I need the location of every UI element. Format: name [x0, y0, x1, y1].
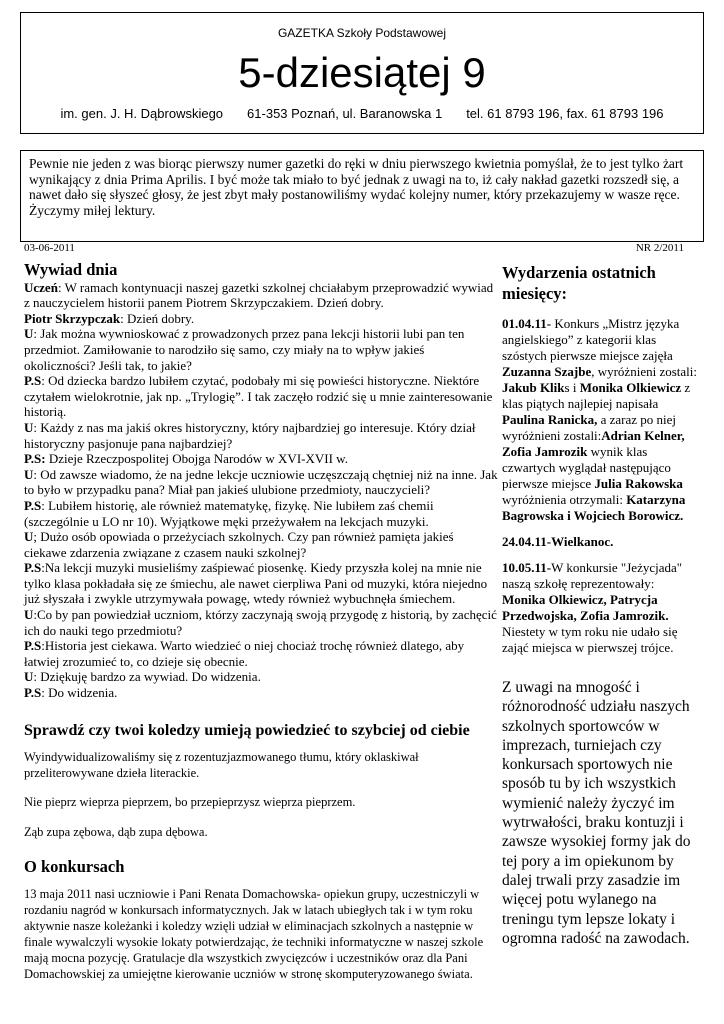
event-entry	[502, 534, 700, 550]
event-entry	[502, 316, 700, 524]
intro-closing: Życzymy miłej lektury.	[29, 202, 156, 218]
event-text: s i	[564, 380, 580, 395]
interview-line	[24, 685, 498, 701]
interview-separator: :	[41, 497, 49, 513]
interview-speaker: P.S	[24, 638, 42, 654]
interview-text: Od zawsze wiadomo, że na jedne lekcje uczniowie uczęszczają chętniej niż na inne. Jak to było w przypadku pana? Miał pan jakieś ulubione przedmioty, nauczycieli?	[24, 466, 498, 498]
interview-text: Historia jest ciekawa. Warto wiedzieć o niej chociaż trochę również dlatego, aby łatwiej zrozumieć to, co dzieje się obecnie.	[24, 638, 465, 669]
interview-speaker: U	[24, 419, 34, 435]
event-name: Monika Olkiewicz, Patrycja Przedwojska, Zofia Jamrozik.	[502, 592, 669, 623]
school-address	[21, 106, 703, 121]
contests-section	[24, 856, 498, 983]
events-heading: Wydarzenia ostatnich miesięcy:	[502, 263, 656, 303]
left-column	[24, 262, 498, 982]
interview-line	[24, 560, 498, 607]
interview-separator: :	[41, 638, 45, 654]
right-column	[502, 262, 700, 958]
interview-text: W ramach kontynuacji naszej gazetki szkolnej chciałabym przeprowadzić wywiad z nauczycielem historii panem Piotrem Skrzypczakiem. Dzień dobry.	[24, 279, 494, 311]
school-phone: tel. 61 8793 196, fax. 61 8793 196	[466, 106, 664, 121]
interview-speaker: U	[24, 466, 34, 482]
interview-speaker: U	[24, 326, 34, 342]
intro-text: Pewnie nie jeden z was biorąc pierwszy numer gazetki do ręki w dniu pierwszego kwietnia pomyślał, że to jest tylko żart wynikający z dnia Prima Aprilis. I być może tak miało to być jednak z uwagi na to, iż cały nakład gazetki rozszedł się, a nawet dało się słyszeć głosy, że jest zbyt mały postanowiliśmy wydać kolejny numer, który przekazujemy w wasze ręce.	[29, 156, 684, 203]
interview-separator: ;	[33, 529, 41, 545]
interview-text: Dziękuję bardzo za wywiad. Do widzenia.	[40, 669, 261, 685]
issue-date: 03-06-2011	[24, 242, 75, 254]
event-text: Konkurs „Mistrz języka angielskiego” z kategorii klas szóstych pierwsze miejsce zajęła	[502, 316, 680, 363]
tongue-twisters-section	[24, 723, 498, 841]
interview-text: Od dziecka bardzo lubiłem czytać, podobały mi się powieści historyczne. Niektóre czytałem wielokrotnie, jak np. „Trylogię”. I tak zaczęło rodzić się u mnie zainteresowanie historią.	[24, 373, 493, 420]
interview-speaker: P.S	[24, 685, 42, 701]
event-entry	[502, 560, 700, 656]
event-date: 24.04.11-Wielkanoc.	[502, 534, 614, 549]
interview-separator: :	[33, 466, 41, 482]
interview-speaker: P.S:	[24, 451, 46, 467]
interview-speaker: P.S	[24, 497, 42, 513]
event-name: Julia Rakowska	[594, 476, 683, 491]
tongue-twister: Ząb zupa zębowa, dąb zupa dębowa.	[24, 825, 208, 839]
interview-line	[24, 498, 498, 529]
interview-separator: :	[33, 326, 41, 342]
event-text: z klas piątych najlepiej napisała	[502, 380, 691, 411]
interview-speaker: U	[24, 529, 34, 545]
interview-separator: :	[57, 279, 65, 295]
interview-line	[24, 669, 498, 685]
school-patron: im. gen. J. H. Dąbrowskiego	[60, 106, 224, 121]
event-text: wyróżnienia otrzymali:	[502, 492, 627, 507]
issue-meta	[24, 242, 684, 254]
interview-heading: Wywiad dnia	[24, 260, 118, 279]
event-name: Katarzyna Bagrowska i Wojciech Borowicz.	[502, 492, 686, 523]
interview-speaker: P.S	[24, 560, 42, 576]
interview-line	[24, 311, 498, 327]
tongue-twister: Nie pieprz wieprza pieprzem, bo przepieprzysz wieprza pieprzem.	[24, 795, 356, 810]
interview-line	[24, 373, 498, 420]
event-name: Jakub Klik	[502, 380, 565, 395]
interview-text: Co by pan powiedział uczniom, którzy zaczynają swoją przygodę z historią, by zachęcić ich do nauki tego przedmiotu?	[24, 607, 497, 638]
interview-separator: :	[33, 419, 41, 435]
interview-line	[24, 638, 498, 669]
interview-separator: :	[120, 310, 128, 326]
interview-line	[24, 529, 498, 560]
interview-section	[24, 262, 498, 701]
interview-separator: :	[33, 607, 38, 623]
interview-line	[24, 451, 498, 467]
tongue-twister: Wyindywidualizowaliśmy się z rozentuzjazmowanego tłumu, który oklaskiwał przeliterowywane dzieła literackie.	[24, 750, 419, 780]
interview-separator: :	[41, 685, 49, 701]
interview-line	[24, 467, 498, 498]
interview-text: Każdy z nas ma jakiś okres historyczny, który najbardziej go interesuje. Który dział historyczny pasjonuje pana najbardziej?	[24, 419, 476, 451]
interview-line	[24, 280, 498, 311]
interview-text: Dużo osób opowiada o przeżyciach szkolnych. Czy pan również pamięta jakieś ciekawe zdarzenia związane z czasem nauki szkolnej?	[24, 529, 454, 560]
contests-heading: O konkursach	[24, 856, 125, 876]
event-name: Monika Olkiewicz	[579, 380, 682, 395]
masthead	[20, 12, 704, 134]
tongue-twisters-heading: Sprawdź czy twoi koledzy umieją powiedzieć to szybciej od ciebie	[24, 721, 470, 739]
sport-text: Z uwagi na mnogość i różnorodność udziału naszych szkolnych sportowców w imprezach, turniejach czy konkursach sportowych nie sposób tu by ich wszystkich wymienić należy życzyć im wytrwałości, braku kontuzji i zawsze wysokiej formy jak do tej pory a im opiekunom by dalej trwali przy zasadzie im więcej potu wylanego na treningu tym lepsze lokaty i ogromna radość na zawodach.	[502, 679, 691, 947]
event-text: wynik klas czwartych wyglądał następująco pierwsze miejsce	[502, 444, 671, 491]
intro-box	[20, 150, 704, 242]
interview-separator: :	[33, 669, 41, 685]
event-text: a zaraz po niej wyróżnieni zostali:	[502, 412, 677, 443]
school-street-address: 61-353 Poznań, ul. Baranowska 1	[247, 106, 443, 121]
event-name: Paulina Ranicka,	[502, 412, 598, 427]
event-text: Niestety w tym roku nie udało się zająć miejsca w pierwszej trójce.	[502, 624, 678, 655]
masthead-top-line: GAZETKA Szkoły Podstawowej	[277, 26, 447, 40]
interview-speaker: U	[24, 669, 34, 685]
contests-text: 13 maja 2011 nasi uczniowie i Pani Renata Domachowska- opiekun grupy, uczestniczyli w rozdaniu nagród w konkursach informatycznych. Jak w latach ubiegłych tak i w tym roku aktywnie nasze koleżanki i koledzy wzięli udział w eliminacjach szkolnych a następnie w finale wywalczyli wysokie lokaty potwierdzając, że techniki informatyczne w naszej szkole mają mocna pozycję. Gratulacje dla wszystkich zwycięzców i uczestników oraz dla Pani Domachowskiej za umiejętne kierowanie uczniów w stronę skomputeryzowanego świata.	[24, 887, 484, 982]
interview-speaker: Uczeń	[24, 279, 58, 295]
event-text: , wyróżnieni zostali:	[591, 364, 697, 379]
event-name: Zuzanna Szajbe	[502, 364, 592, 379]
event-name: Adrian Kelner, Zofia Jamrozik	[502, 428, 685, 459]
interview-line	[24, 326, 498, 373]
newspaper-title: 5-dziesiątej 9	[238, 49, 486, 96]
interview-speaker: P.S	[24, 373, 42, 389]
interview-line	[24, 607, 498, 638]
interview-line	[24, 420, 498, 451]
interview-text: Dzieje Rzeczpospolitej Obojga Narodów w XVI-XVII w.	[48, 451, 348, 467]
interview-speaker: U	[24, 607, 34, 623]
issue-number: NR 2/2011	[635, 242, 684, 254]
interview-separator: :	[41, 560, 45, 576]
event-date: 10.05.11-	[502, 560, 552, 575]
event-text: W konkursie "Jeżycjada" naszą szkołę reprezentowały:	[502, 560, 683, 591]
interview-separator: :	[41, 373, 49, 389]
interview-lines	[24, 280, 498, 701]
interview-text: Lubiłem historię, ale również matematykę, fizykę. Nie lubiłem zaś chemii (szczególnie u LO nr 10). Wyjątkowe męki przeżywałem na lekcjach muzyki.	[24, 497, 434, 529]
interview-text: Dzień dobry.	[127, 310, 195, 326]
interview-speaker: Piotr Skrzypczak	[24, 310, 121, 326]
interview-text: Jak można wywnioskować z prowadzonych przez pana lekcji historii lubi pan ten przedmiot. Zamiłowanie to narodziło się samo, czy miały na to wpływ jakieś okoliczności? Jeśli tak, to jakie?	[24, 326, 465, 373]
event-date: 01.04.11-	[502, 316, 552, 331]
interview-text: Na lekcji muzyki musieliśmy zaśpiewać piosenkę. Kiedy przyszła kolej na mnie nie tylko klasa pokładała się ze śmiechu, ale nawet cierpliwa Pani od muzyki, która niejedno już słyszała i zwykle utrzymywała powagę, wtedy również wybuchnęła śmiechem.	[24, 560, 488, 607]
interview-text: Do widzenia.	[48, 685, 118, 701]
